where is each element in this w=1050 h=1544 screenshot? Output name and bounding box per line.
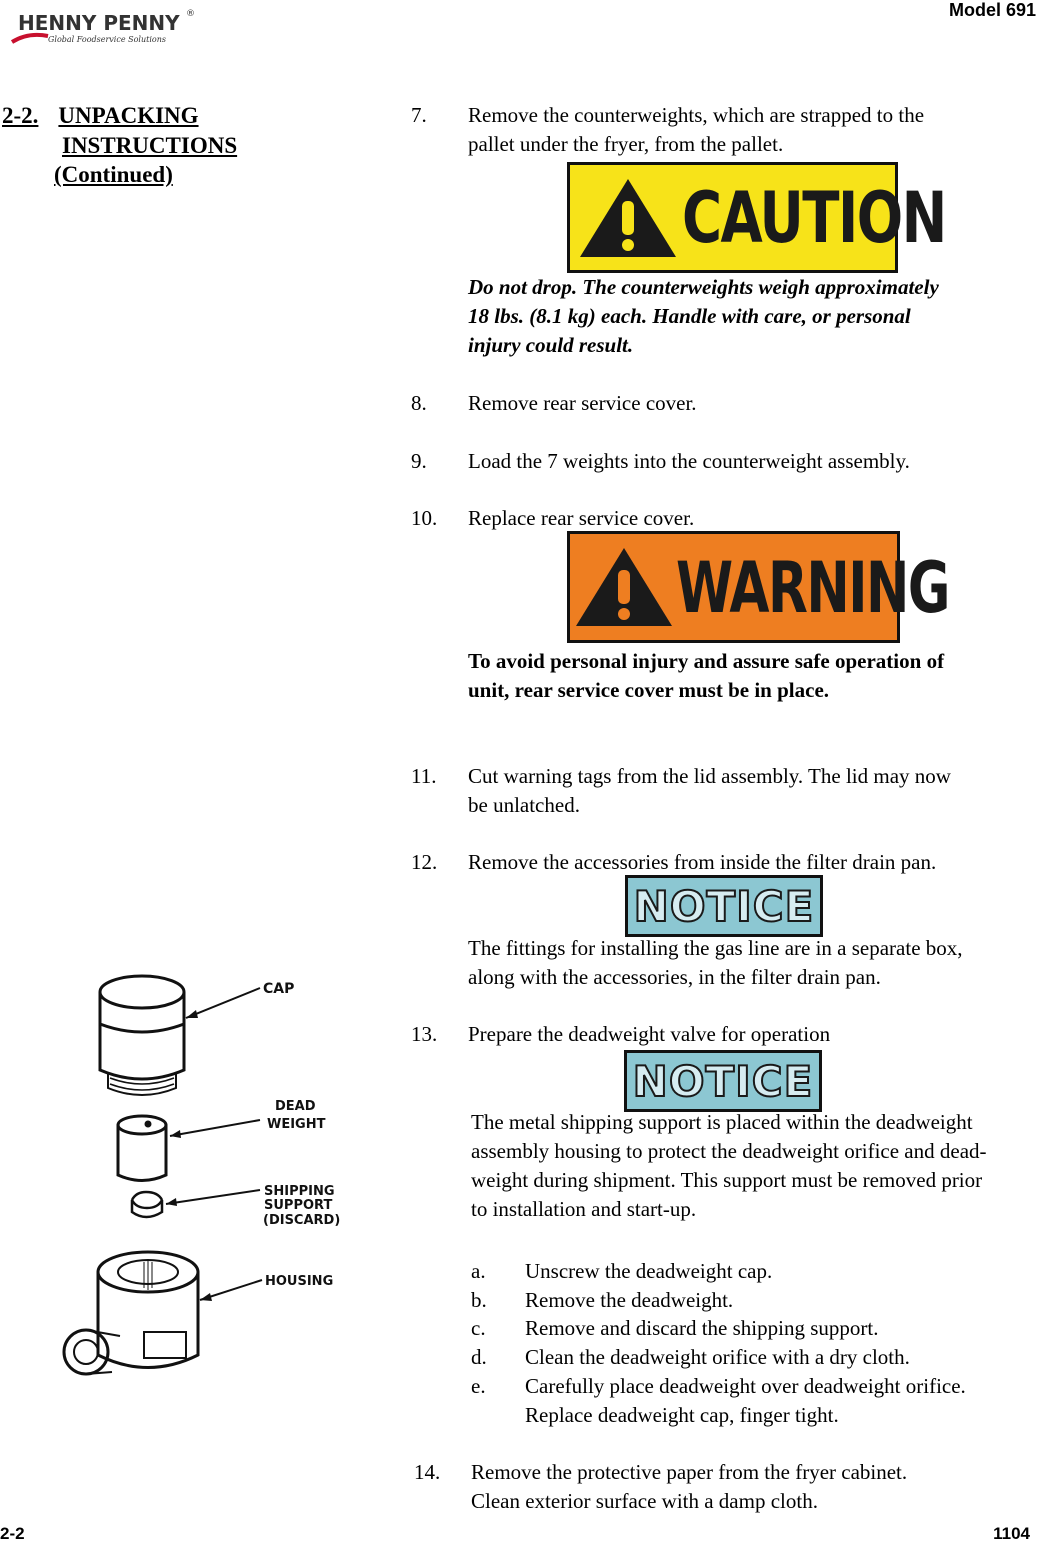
- housing-side-fitting: [64, 1330, 108, 1374]
- step-text: be unlatched.: [468, 793, 580, 817]
- caution-triangle-icon: [570, 165, 680, 270]
- revision-date: 1104: [993, 1524, 1030, 1543]
- notice-sign: [624, 1050, 822, 1112]
- notice1-text: [468, 934, 963, 992]
- notice-line: to installation and start-up.: [471, 1197, 697, 1221]
- step-text: Remove rear service cover.: [468, 391, 697, 415]
- cap-top: [100, 976, 184, 1008]
- caution-word: CAUTION: [682, 177, 946, 259]
- logo-name: HENNY PENNY: [18, 11, 180, 35]
- deadweight-valve-illustration: [20, 960, 380, 1420]
- warning-line: unit, rear service cover must be in place.: [468, 678, 830, 702]
- section-continued: (Continued): [54, 162, 173, 187]
- substep-text: Remove and discard the shipping support.: [525, 1316, 879, 1340]
- step-number: 14.: [414, 1460, 441, 1484]
- step-number: 11.: [411, 764, 437, 788]
- warning-line: To avoid personal injury and assure safe operation of: [468, 649, 945, 673]
- substep-letter: c.: [471, 1316, 486, 1340]
- logo-swoosh-icon: [8, 2, 198, 48]
- substep-text: Carefully place deadweight over deadweight orifice.: [525, 1374, 966, 1398]
- notice-word: NOTICE: [633, 882, 815, 931]
- step-text: Cut warning tags from the lid assembly. The lid may now: [468, 764, 951, 788]
- page-number: 2-2: [0, 1524, 25, 1543]
- warning-sign: [567, 531, 949, 643]
- label-support: SUPPORT: [264, 1198, 333, 1213]
- step-number: 7.: [411, 103, 427, 127]
- caution-line: Do not drop. The counterweights weigh approximately: [468, 275, 939, 299]
- label-discard: (DISCARD): [263, 1213, 341, 1228]
- substep-text: Remove the deadweight.: [525, 1288, 734, 1312]
- shipping-support: [132, 1200, 162, 1217]
- step-number: 12.: [411, 850, 438, 874]
- caution-sign: [567, 162, 946, 273]
- step-text: Prepare the deadweight valve for operation: [468, 1022, 831, 1046]
- deadweight-top: [118, 1116, 166, 1134]
- step-text: Load the 7 weights into the counterweight assembly.: [468, 449, 910, 473]
- step-text: Replace rear service cover.: [468, 506, 695, 530]
- caution-line: injury could result.: [468, 333, 634, 357]
- model-label: Model 691: [948, 0, 1036, 20]
- step-text: Clean exterior surface with a damp cloth.: [471, 1489, 818, 1513]
- label-shipping: SHIPPING: [264, 1184, 335, 1199]
- substep-text: Replace deadweight cap, finger tight.: [525, 1403, 839, 1427]
- section-number: 2-2.: [2, 103, 39, 128]
- henny-penny-logo: [8, 2, 198, 48]
- step-text: pallet under the fryer, from the pallet.: [468, 132, 784, 156]
- step-text: Remove the counterweights, which are strapped to the: [468, 103, 925, 127]
- substep-letter: a.: [471, 1259, 486, 1283]
- caution-text: [468, 273, 939, 360]
- warning-word: WARNING: [676, 547, 949, 629]
- logo-reg: ®: [186, 9, 195, 19]
- warning-triangle-icon: [570, 534, 680, 640]
- notice-line: assembly housing to protect the deadweight orifice and dead-: [471, 1139, 987, 1163]
- notice-line: The fittings for installing the gas line are in a separate box,: [468, 936, 963, 960]
- label-weight: WEIGHT: [267, 1117, 326, 1132]
- notice-line: weight during shipment. This support must be removed prior: [471, 1168, 983, 1192]
- caution-line: 18 lbs. (8.1 kg) each. Handle with care, or personal: [468, 304, 911, 328]
- notice-sign: [625, 875, 823, 937]
- step-number: 9.: [411, 449, 427, 473]
- label-cap: CAP: [263, 981, 295, 997]
- notice2-text: [471, 1108, 987, 1224]
- deadweight-leader: [170, 1120, 260, 1136]
- step-text: Remove the accessories from inside the filter drain pan.: [468, 850, 937, 874]
- step-text: Remove the protective paper from the fryer cabinet.: [471, 1460, 908, 1484]
- step-number: 13.: [411, 1022, 438, 1046]
- step-number: 8.: [411, 391, 427, 415]
- shipping-leader: [166, 1190, 260, 1204]
- substep-letter: b.: [471, 1288, 487, 1312]
- section-title-line1: UNPACKING: [58, 103, 199, 128]
- notice-line: along with the accessories, in the filter drain pan.: [468, 965, 881, 989]
- label-dead: DEAD: [275, 1099, 316, 1114]
- deadweight-valve-diagram: [20, 960, 380, 1420]
- notice-line: The metal shipping support is placed within the deadweight: [471, 1110, 973, 1134]
- warning-text: [468, 647, 944, 705]
- substep-text: Clean the deadweight orifice with a dry cloth.: [525, 1345, 910, 1369]
- section-title-line2: INSTRUCTIONS: [62, 133, 238, 158]
- substep-letter: d.: [471, 1345, 487, 1369]
- step-number: 10.: [411, 506, 438, 530]
- section-number-title: [2, 101, 199, 131]
- notice-word: NOTICE: [632, 1057, 814, 1106]
- cap-leader: [186, 988, 260, 1018]
- substep-text: Unscrew the deadweight cap.: [525, 1259, 773, 1283]
- substep-letter: e.: [471, 1374, 486, 1398]
- logo-tagline: Global Foodservice Solutions: [48, 35, 166, 44]
- cap-body: [100, 992, 184, 1079]
- label-housing: HOUSING: [265, 1274, 334, 1289]
